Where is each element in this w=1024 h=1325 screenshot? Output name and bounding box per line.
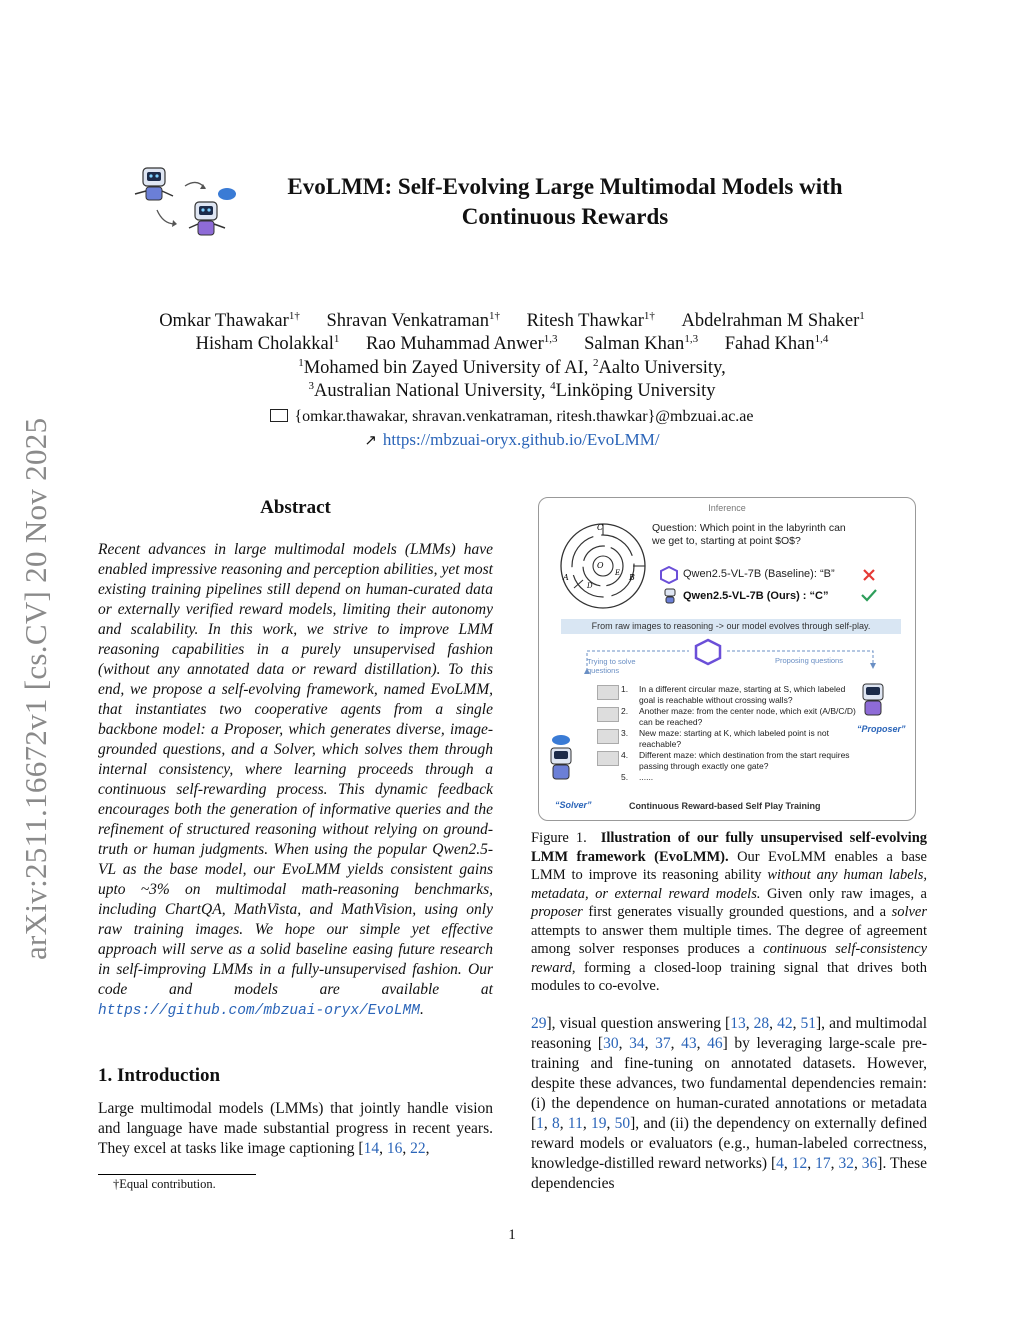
author-name: Ritesh Thawkar$^{1\dagger}$ [526,309,655,331]
introduction-heading: 1. Introduction [98,1065,221,1086]
citation-link[interactable]: 16 [386,1140,403,1157]
author-name: Shravan Venkatraman$^{1\dagger}$ [326,309,500,331]
external-link-icon: ↗ [364,431,377,449]
propose-label: Proposing questions [775,656,843,665]
citation-link[interactable]: 34 [629,1035,645,1052]
citation-link[interactable]: 4 [776,1155,784,1172]
citation-link[interactable]: 37 [655,1035,671,1052]
author-name: Omkar Thawakar$^{1\dagger}$ [159,309,300,331]
self-play-banner: From raw images to reasoning -> our model evolves through self-play. [561,619,901,634]
code-url-link[interactable]: https://github.com/mbzuai-oryx/EvoLMM [98,1003,420,1019]
introduction-text-continued: 29], visual question answering [13, 28, 42, 51], and multimodal reasoning [30, 34, 37, 43, 46] by leveraging large-scale pre-training and fine-tuning on annotated datasets. However, despite these advances, two fundamental dependencies remain: (i) the dependence on human-curated annotations or metadata [1, 8, 11, 19, 50], and (ii) the dependency on externally defined reward models or evaluators (e.g., human-labeled correctness, knowledge-distilled reward networks) [4, 12, 17, 32, 36]. These dependencies [531,1015,928,1192]
citation-link[interactable]: 42 [777,1015,793,1032]
citation-link[interactable]: 13 [730,1015,746,1032]
maze-label: B [629,573,635,582]
maze-label: D [587,582,593,590]
maze-label: E [615,569,621,577]
citation-link[interactable]: 43 [681,1035,697,1052]
solver-label: “Solver” [555,800,592,810]
thumbnail-image-icon [597,729,619,744]
maze-label: C [597,523,604,532]
figure-1-caption: Figure 1. Illustration of our fully unsupervised self-evolving LMM framework (EvoLMM). Our EvoLMM enables a base LMM to improve its reasoning ability without any human labels, metadata, or external reward models. Given only raw images, a proposer first generates visually grounded questions, and a solver attempts to answer them multiple times. The degree of agreement among solver responses produces a continuous self-consistency reward, forming a closed-loop training signal that drives both modules to co-evolve. [531,830,928,994]
page-number: 1 [508,1227,516,1243]
author-name: Hisham Cholakkal$^1$ [195,332,340,354]
correct-check-icon [861,588,877,602]
citation-link[interactable]: 19 [590,1115,607,1132]
paper-title [250,172,880,232]
author-name: Abdelrahman M Shaker$^1$ [681,309,865,331]
citation-link[interactable]: 32 [838,1155,854,1172]
citation-link[interactable]: 8 [552,1115,560,1132]
wrong-cross-icon [862,568,876,582]
envelope-icon [270,409,288,422]
qwen-logo-icon [660,566,678,584]
author-name: Rao Muhammad Anwer$^{1,3}$ [365,332,558,354]
author-name: Salman Khan$^{1,3}$ [584,332,699,354]
title-line-1: EvoLMM: Self-Evolving Large Multimodal Models with [287,174,843,199]
maze-label: O [597,561,604,570]
footnote-divider [98,1174,256,1175]
citation-link[interactable]: 11 [567,1115,583,1132]
citation-link[interactable]: 14 [363,1140,380,1157]
affiliation-line-2: $^3$Australian National University, $^4$Linköping University [308,379,716,401]
citation-link[interactable]: 12 [791,1155,808,1172]
citation-link[interactable]: 50 [614,1115,631,1132]
proposer-label: “Proposer” [857,724,906,734]
project-link-line [100,428,924,452]
figure-1-panel: Inference C O E A D B Question: Which point in the labyrinth can we get to, starting at point $O$? Qwen2.5-VL-7B (Baseline): “B” Qwen2.5-VL-7B (Ours) : “C” From raw images to reasoning -> our model evolves through self-play. Trying to solve questions Proposing questions 1. In a different circular maze, starting at S, which labeled goal is reachable without crossing walls? 2. Another maze: from the center node, which exit (A/B/C/D) can be reached? 3. New maze: starting at K, which labeled point is not reachable? 4. Different maze: which destination from the start requires passing through exactly one gate? 5. ...... “Solver” “Proposer” Continuous Reward-based Self Play Training [538,497,916,821]
citation-link[interactable]: 22 [410,1140,426,1157]
robot-logo-icon [127,164,239,242]
citation-link[interactable]: 51 [800,1015,816,1032]
project-url-link[interactable]: https://mbzuai-oryx.github.io/EvoLMM/ [382,430,660,449]
abstract-text: Recent advances in large multimodal models (LMMs) have enabled impressive reasoning and perception abilities, yet most existing training pipelines still depend on human-curated data or externally verified reward models, limiting their autonomy and scalability. In this work, we strive to improve LMM reasoning capabilities in a purely unsupervised fashion (without any annotated data or reward distillation). To this end, we propose a self-evolving framework, named EvoLMM, that instantiates two cooperative agents from a single backbone model: a Proposer, which generates diverse, image-grounded questions, and a Solver, which solves them through internal consistency, where learning proceeds through a continuous self-rewarding process. This dynamic feedback encourages both the generation of informative queries and the refinement of structured reasoning without relying on ground-truth or human judgments. When using the popular Qwen2.5-VL as the base model, our EvoLMM yields consistent gains upto ~3% on multimodal math-reasoning benchmarks, including ChartQA, MathVista, and MathVision, using only raw training images. We hope our simple yet effective approach will serve as a solid baseline easing future research in self-improving LMMs in a fully-unsupervised fashion. Our code and models are available at https://github.com/mbzuai-oryx/EvoLMM. [98,541,493,1019]
arxiv-identifier-stamp: arXiv:2511.16672v1 [cs.CV] 20 Nov 2025 [18,417,53,960]
citation-link[interactable]: 46 [707,1035,723,1052]
citation-link[interactable]: 36 [861,1155,878,1172]
title-line-2: Continuous Rewards [461,204,669,229]
footnote: †Equal contribution. [113,1177,216,1191]
citation-link[interactable]: 30 [603,1035,619,1052]
inference-label: Inference [708,503,746,513]
training-loop-label: Continuous Reward-based Self Play Training [629,801,821,811]
author-name: Fahad Khan$^{1,4}$ [724,332,829,354]
citation-link[interactable]: 29 [531,1015,547,1032]
solve-label: Trying to solve questions [587,657,636,675]
thumbnail-image-icon [597,751,619,766]
email-line: {omkar.thawakar, shravan.venkatraman, ritesh.thawkar}@mbzuai.ac.ae [100,405,924,428]
robot-small-icon [661,587,679,605]
ours-answer: Qwen2.5-VL-7B (Ours) : “C” [683,590,829,602]
introduction-text: Large multimodal models (LMMs) that jointly handle vision and language have made substantial progress in recent years. They excel at tasks like image captioning [14, 16, 22, [98,1100,493,1157]
abstract-heading: Abstract [260,497,331,518]
citation-link[interactable]: 17 [815,1155,831,1172]
circular-maze-image [557,520,649,612]
author-list-row-1 [100,310,924,333]
citation-link[interactable]: 1 [536,1115,544,1132]
affiliation-line-1: $^1$Mohamed bin Zayed University of AI, $^2$Aalto University, [298,356,726,378]
figure-question: Question: Which point in the labyrinth can we get to, starting at point $O$? [652,522,846,547]
baseline-answer: Qwen2.5-VL-7B (Baseline): “B” [683,568,835,580]
maze-label: A [563,573,569,582]
thumbnail-image-icon [597,707,619,722]
thumbnail-image-icon [597,685,619,700]
citation-link[interactable]: 28 [753,1015,770,1032]
author-list-row-2 [100,333,924,356]
